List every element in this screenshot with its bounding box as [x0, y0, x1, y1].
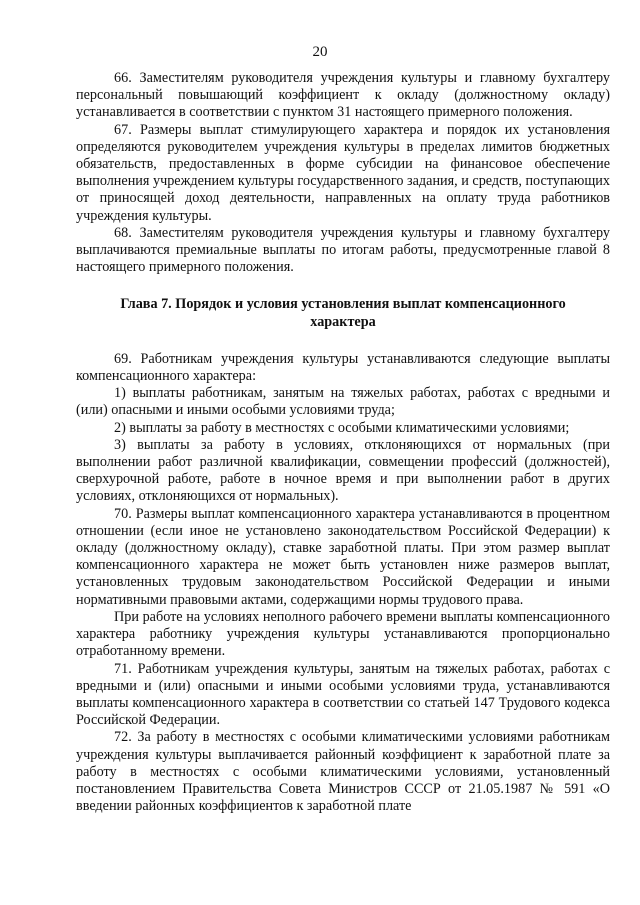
paragraph-67: 67. Размеры выплат стимулирующего характера и порядок их установления определяются руководителем учреждения культуры в пределах лимитов бюджетных обязательств, предоставленных в форме субсидии на финансовое обеспечение выполнения учреждением культуры государственного задания, и средств, поступающих от приносящей доход деятельности, направленных на оплату труда работников учреждения культуры. [76, 121, 610, 224]
paragraph-72: 72. За работу в местностях с особыми климатическими условиями работникам учреждения культуры выплачивается районный коэффициент к заработной плате за работу в местностях с особыми климатическими условиями, установленный постановлением Правительства Совета Министров СССР от 21.05.1987 № 591 «О введении районных коэффициентов к заработной плате [76, 729, 610, 815]
page-number: 20 [312, 44, 328, 60]
paragraph-70: 70. Размеры выплат компенсационного характера устанавливаются в процентном отношении (если иное не установлено законодательством Российской Федерации) к окладу (должностному окладу), ставке заработной платы. При этом размер выплат компенсационного характера не может быть установлен ниже размеров выплат, установленных трудовым законодательством Российской Федерации и иными нормативными правовыми актами, содержащими нормы трудового права. [76, 505, 610, 608]
paragraph-70-continued: При работе на условиях неполного рабочего времени выплаты компенсационного характера работнику учреждения культуры устанавливаются пропорционально отработанному времени. [76, 608, 610, 660]
paragraph-66: 66. Заместителям руководителя учреждения культуры и главному бухгалтеру персональный повышающий коэффициент к окладу (должностному окладу) устанавливается в соответствии с пунктом 31 настоящего примерного положения. [76, 70, 610, 121]
paragraph-69: 69. Работникам учреждения культуры устанавливаются следующие выплаты компенсационного характера: [76, 350, 610, 385]
list-item-3: 3) выплаты за работу в условиях, отклоняющихся от нормальных (при выполнении работ различной квалификации, совмещении профессий (должностей), сверхурочной работе, работе в ночное время и при выполнении работ в других условиях, отклоняющихся от нормальных). [76, 436, 610, 505]
list-item-2: 2) выплаты за работу в местностях с особыми климатическими условиями; [114, 419, 570, 436]
paragraph-68: 68. Заместителям руководителя учреждения культуры и главному бухгалтеру выплачиваются премиальные выплаты по итогам работы, предусмотренные главой 8 настоящего примерного положения. [76, 224, 610, 276]
document-body [76, 70, 610, 815]
chapter-heading: Глава 7. Порядок и условия установления выплат компенсационного характера [120, 296, 566, 330]
paragraph-71: 71. Работникам учреждения культуры, занятым на тяжелых работах, работах с вредными и (или) опасными и иными особыми условиями труда, устанавливаются выплаты компенсационного характера в соответствии со статьей 147 Трудового кодекса Российской Федерации. [76, 660, 610, 729]
list-item-1: 1) выплаты работникам, занятым на тяжелых работах, работах с вредными и (или) опасными и иными особыми условиями труда; [76, 385, 610, 419]
